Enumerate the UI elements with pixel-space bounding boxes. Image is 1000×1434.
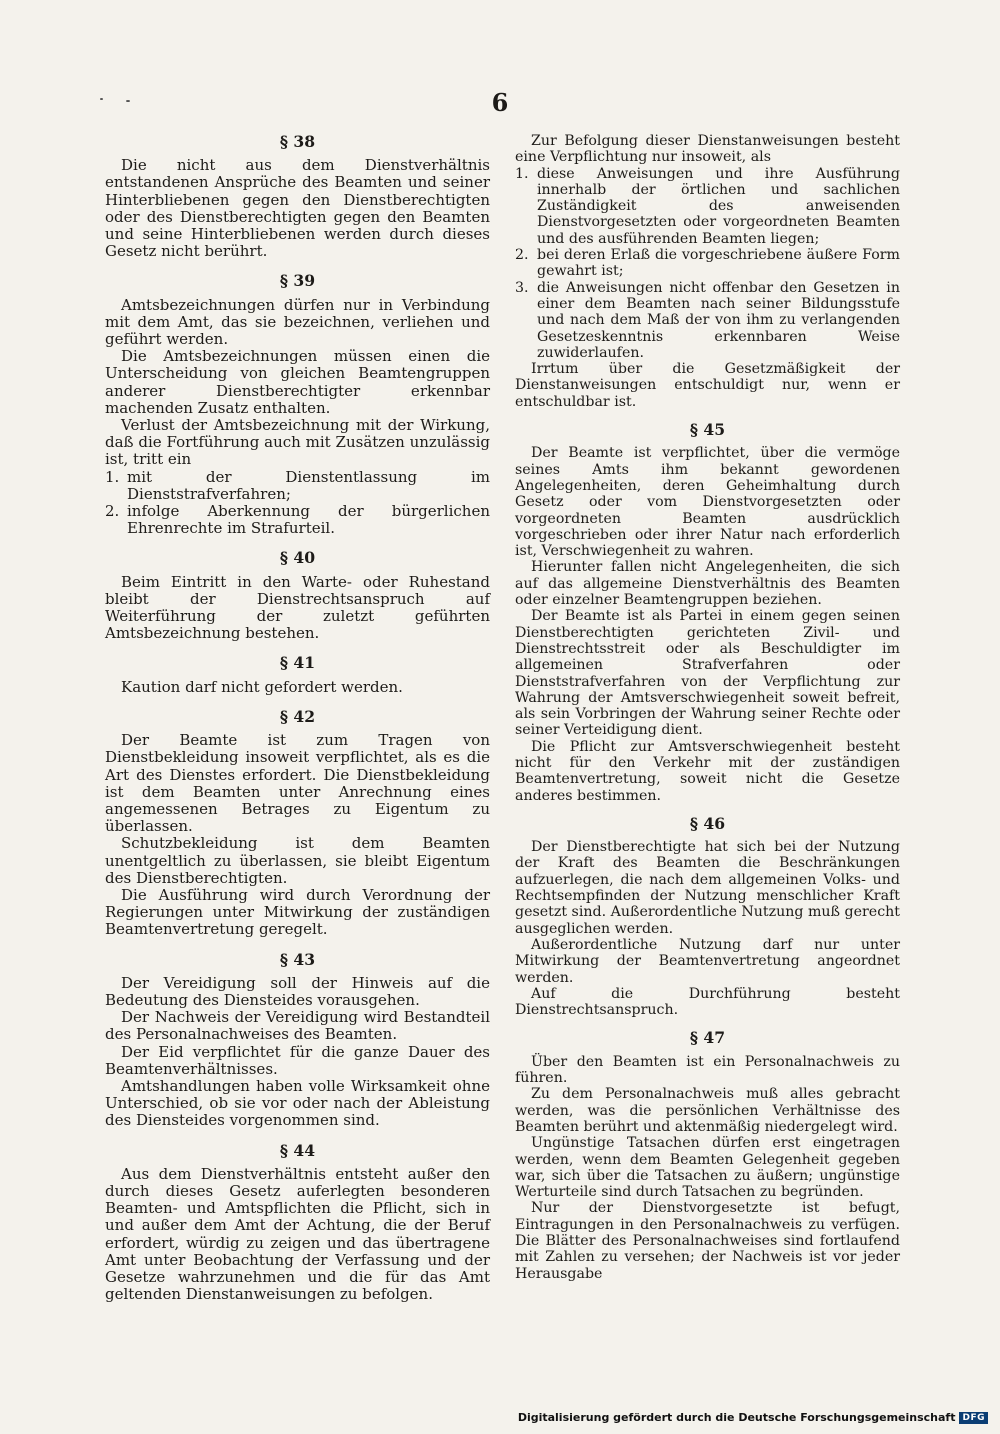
section-heading: § 43	[279, 949, 316, 969]
section-heading: § 47	[689, 1028, 726, 1048]
list-item	[515, 247, 900, 280]
paragraph: Nur der Dienstvorgesetzte ist befugt, Eintragungen in den Personalnachweis zu verfügen. Die Blätter des Personalnachweises sind fortlaufend mit Zahlen zu versehen; der Nachweis ist vor jeder Herausgabe	[515, 1200, 900, 1282]
paragraph: Die Pflicht zur Amtsverschwiegenheit besteht nicht für den Verkehr mit der zuständigen Beamtenvertretung, soweit nicht die Gesetze anderes bestimmen.	[515, 738, 900, 804]
numbered-list	[105, 469, 490, 538]
paragraph: Hierunter fallen nicht Angelegenheiten, die sich auf das allgemeine Dienstverhältnis des Beamten oder einzelner Beamtengruppen beziehen.	[515, 559, 900, 609]
law-section	[105, 951, 490, 1130]
law-section	[105, 708, 490, 939]
list-item-text: diese Anweisungen und ihre Ausführung innerhalb der örtlichen und sachlichen Zuständigkeit des anweisenden Dienstvorgesetzten oder vorgeordneten Beamten und des ausführenden Beamten liegen;	[537, 165, 900, 247]
law-section	[105, 1142, 490, 1304]
section-heading: § 38	[279, 132, 316, 151]
right-column	[515, 133, 900, 1282]
list-item-number: 2.	[105, 502, 120, 521]
paragraph: Kaution darf nicht gefordert werden.	[121, 677, 403, 696]
paragraph: Der Nachweis der Vereidigung wird Bestandteil des Personalnachweises des Beamten.	[105, 1008, 490, 1044]
list-item	[105, 469, 490, 503]
paragraph: Der Beamte ist zum Tragen von Dienstbekleidung insoweit verpflichtet, als es die Art des Dienstes erfordert. Die Dienstbekleidung ist dem Beamten unter Anrechnung eines angemessenen Betrages zu Eigentum zu überlassen.	[105, 731, 490, 836]
law-section	[105, 654, 490, 695]
footer-credit	[518, 1411, 988, 1424]
paragraph: Der Beamte ist als Partei in einem gegen seinen Dienstberechtigten gerichteten Zivil- und Dienstrechtsstreit oder als Beschuldigter im allgemeinen Strafverfahren oder Dienststrafverfahren von der Verpflichtung zur Wahrung der Amtsverschwiegenheit soweit befreit, als sein Vorbringen der Wahrung seiner Rechte oder seiner Verteidigung dient.	[515, 608, 900, 739]
scan-speck	[100, 98, 103, 100]
law-section	[515, 1030, 900, 1281]
paragraph: Die nicht aus dem Dienstverhältnis entstandenen Ansprüche des Beamten und seiner Hinterbliebenen gegen den Dienstberechtigten oder des Dienstberechtigten gegen den Beamten und seine Hinterbliebenen werden durch dieses Gesetz nicht berührt.	[105, 156, 490, 261]
law-section	[105, 272, 490, 537]
paragraph: Schutzbekleidung ist dem Beamten unentgeltlich zu überlassen, sie bleibt Eigentum des Dienstberechtigten.	[105, 834, 490, 887]
paragraph: Der Beamte ist verpflichtet, über die vermöge seines Amts ihm bekannt gewordenen Angelegenheiten, deren Geheimhaltung durch Gesetz oder vom Dienstvorgesetzten oder vorgeordneten Beamten ausdrücklich vorgeschrieben oder ihrer Natur nach erforderlich ist, Verschwiegenheit zu wahren.	[515, 445, 900, 560]
paragraph: Zu dem Personalnachweis muß alles gebracht werden, was die persönlichen Verhältnisse des Beamten berührt und aktenmäßig niedergelegt wird.	[515, 1086, 900, 1135]
paragraph: Die Amtsbezeichnungen müssen einen die Unterscheidung von gleichen Beamtengruppen anderer Dienstberechtigter erkennbar machenden Zusatz enthalten.	[105, 347, 490, 417]
list-item-text: bei deren Erlaß die vorgeschriebene äußere Form gewahrt ist;	[537, 247, 900, 280]
section-heading: § 45	[689, 420, 726, 440]
section-heading: § 46	[689, 813, 726, 833]
paragraph: Amtshandlungen haben volle Wirksamkeit ohne Unterschied, ob sie vor oder nach der Ableistung des Diensteides vorgenommen sind.	[105, 1076, 490, 1130]
section-heading: § 40	[279, 548, 316, 568]
list-item-number: 1.	[515, 165, 529, 182]
paragraph: Verlust der Amtsbezeichnung mit der Wirkung, daß die Fortführung auch mit Zusätzen unzulässig ist, tritt ein	[105, 416, 490, 469]
section-heading: § 44	[279, 1140, 316, 1160]
section-heading: § 39	[279, 271, 316, 291]
paragraph: Der Eid verpflichtet für die ganze Dauer des Beamtenverhältnisses.	[105, 1042, 490, 1078]
law-section	[515, 422, 900, 804]
list-item	[105, 503, 490, 537]
list-item-number: 3.	[515, 279, 529, 296]
paragraph: Aus dem Dienstverhältnis entsteht außer den durch dieses Gesetz auferlegten besonderen Beamten- und Amtspflichten die Pflicht, sich in und außer dem Amt der Achtung, die der Beruf erfordert, würdig zu zeigen und das übertragene Amt unter Beobachtung der Verfassung und der Gesetze wahrzunehmen und die für das Amt geltenden Dienstanweisungen zu befolgen.	[105, 1164, 490, 1304]
list-item	[515, 280, 900, 361]
list-item	[515, 166, 900, 247]
list-item-text: infolge Aberkennung der bürgerlichen Ehrenrechte im Strafurteil.	[127, 502, 490, 538]
paragraph: Außerordentliche Nutzung darf nur unter Mitwirkung der Beamtenvertretung angeordnet werden.	[515, 936, 900, 986]
section-continuation	[515, 133, 900, 410]
law-section	[515, 813, 900, 1019]
list-item-text: mit der Dienstentlassung im Dienststrafverfahren;	[127, 467, 490, 503]
paragraph: Zur Befolgung dieser Dienstanweisungen besteht eine Verpflichtung nur insoweit, als	[515, 133, 900, 166]
list-item-number: 2.	[515, 247, 529, 264]
section-heading: § 41	[279, 653, 316, 673]
numbered-list	[515, 166, 900, 362]
list-item-number: 1.	[105, 467, 120, 486]
paragraph: Ungünstige Tatsachen dürfen erst eingetragen werden, wenn dem Beamten Gelegenheit gegeben war, sich über die Tatsachen zu äußern; ungünstige Werturteile sind durch Tatsachen zu begründen.	[515, 1135, 900, 1201]
page-number: 6	[491, 88, 509, 117]
law-section	[105, 549, 490, 642]
footer-credit-text: Digitalisierung gefördert durch die Deutsche Forschungsgemeinschaft	[517, 1411, 956, 1424]
paragraph: Der Dienstberechtigte hat sich bei der Nutzung der Kraft des Beamten die Beschränkungen aufzuerlegen, die nach dem allgemeinen Volks- und Rechtsempfinden der Nutzung menschlicher Kraft gesetzt sind. Außerordentliche Nutzung muß gerecht ausgeglichen werden.	[515, 839, 900, 937]
scan-speck	[126, 100, 130, 102]
paragraph: Beim Eintritt in den Warte- oder Ruhestand bleibt der Dienstrechtsanspruch auf Weiterführung der zuletzt geführten Amtsbezeichnung bestehen.	[105, 572, 490, 643]
dfg-logo: DFG	[959, 1412, 988, 1424]
paragraph: Auf die Durchführung besteht Dienstrechtsanspruch.	[515, 985, 900, 1019]
paragraph: Amtsbezeichnungen dürfen nur in Verbindung mit dem Amt, das sie bezeichnen, verliehen und geführt werden.	[105, 295, 490, 349]
paragraph: Die Ausführung wird durch Verordnung der Regierungen unter Mitwirkung der zuständigen Beamtenvertretung geregelt.	[105, 885, 490, 939]
paragraph: Über den Beamten ist ein Personalnachweis zu führen.	[515, 1053, 900, 1087]
paragraph: Irrtum über die Gesetzmäßigkeit der Dienstanweisungen entschuldigt nur, wenn er entschuldbar ist.	[515, 361, 900, 410]
paragraph: Der Vereidigung soll der Hinweis auf die Bedeutung des Diensteides vorausgehen.	[105, 973, 490, 1009]
left-column	[105, 133, 490, 1303]
list-item-text: die Anweisungen nicht offenbar den Gesetzen in einer dem Beamten nach seiner Bildungsstufe und nach dem Maß der von ihm zu verlangenden Gesetzeskenntnis erkennbaren Weise zuwiderlaufen.	[537, 279, 900, 361]
law-section	[105, 133, 490, 260]
section-heading: § 42	[279, 706, 316, 726]
